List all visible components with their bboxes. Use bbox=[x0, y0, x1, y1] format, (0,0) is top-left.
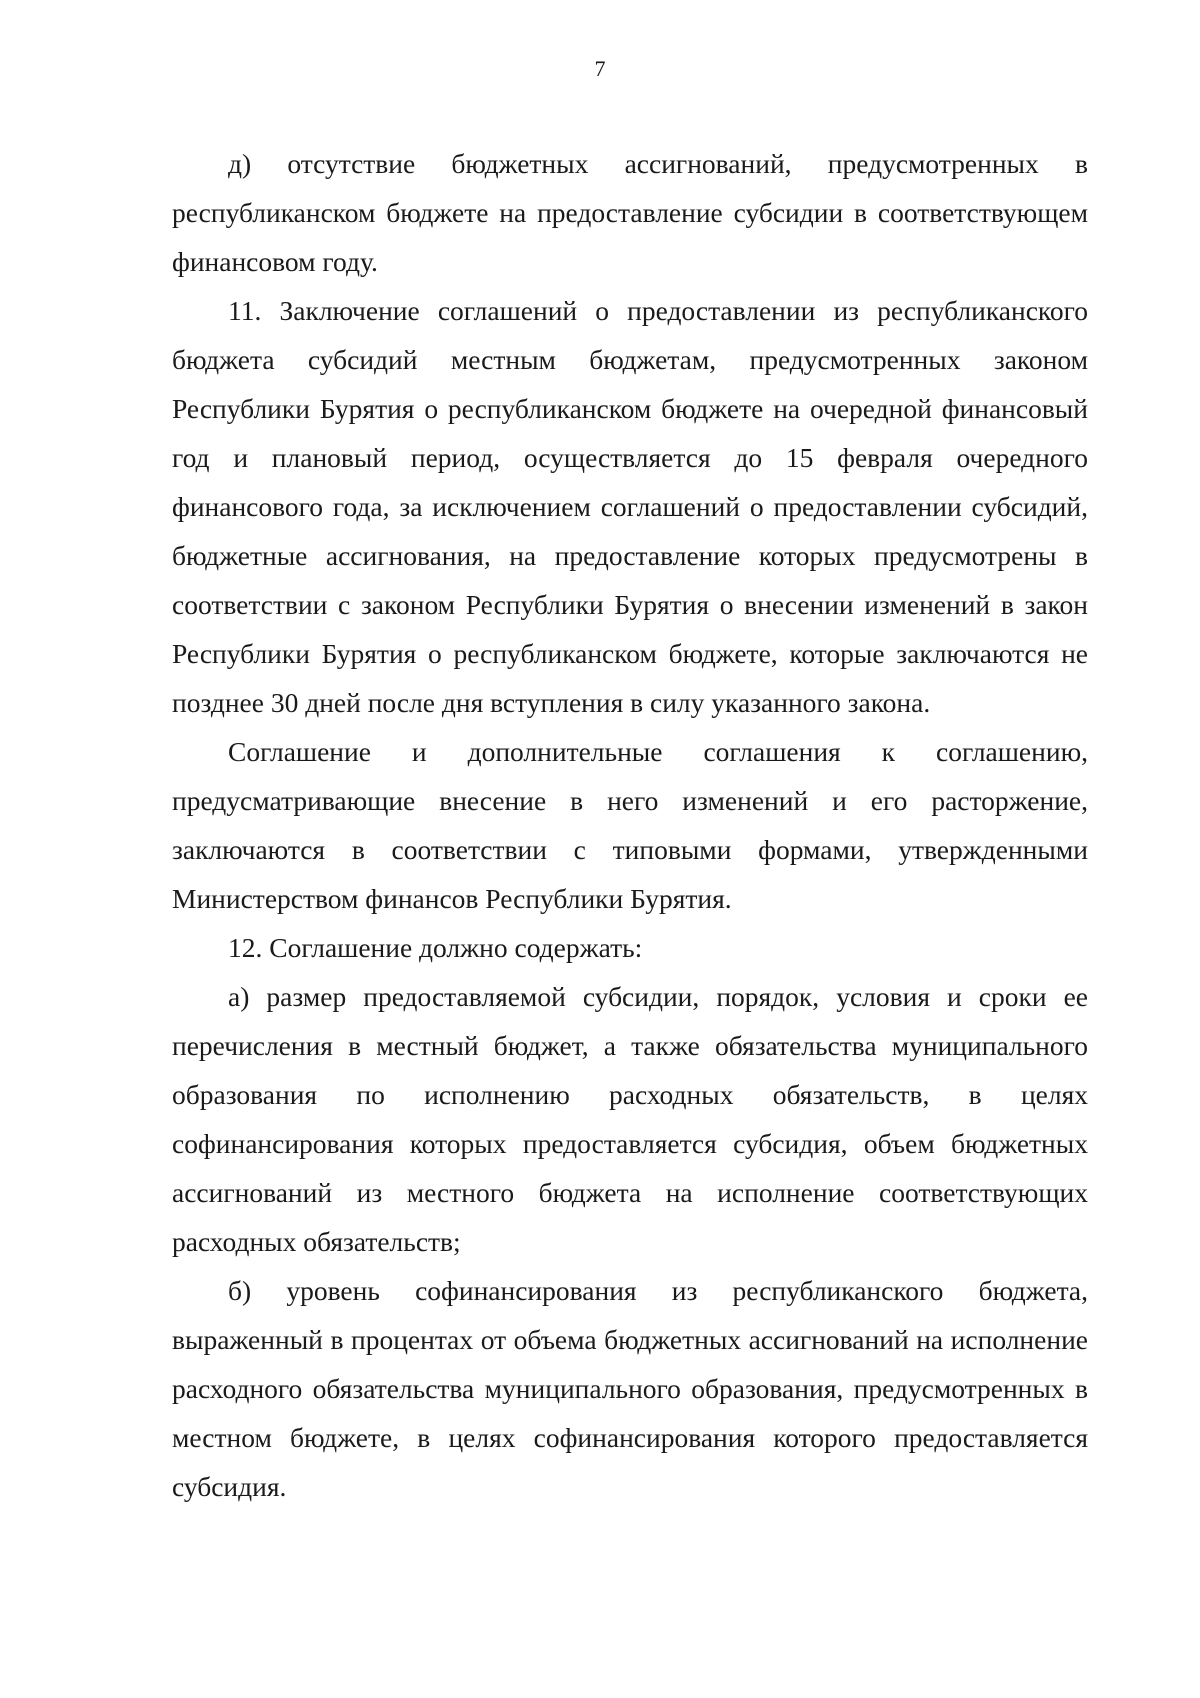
paragraph-subitem-b: б) уровень софинансирования из республиканского бюджета, выраженный в процентах от объема бюджетных ассигнований на исполнение расходного обязательства муниципального образования, предусмотренных в местном бюджете, в целях софинансирования которого предоставляется субсидия. bbox=[172, 1275, 1088, 1502]
paragraph-item-12: 12. Соглашение должно содержать: bbox=[228, 932, 643, 963]
paragraph-subitem-d: д) отсутствие бюджетных ассигнований, предусмотренных в республиканском бюджете на предоставление субсидии в соответствующем финансовом году. bbox=[172, 148, 1088, 277]
paragraph-subitem-a: а) размер предоставляемой субсидии, порядок, условия и сроки ее перечисления в местный бюджет, а также обязательства муниципального образования по исполнению расходных обязательств, в целях софинансирования которых предоставляется субсидия, объем бюджетных ассигнований из местного бюджета на исполнение соответствующих расходных обязательств; bbox=[172, 981, 1088, 1257]
document-body bbox=[172, 139, 1088, 1511]
paragraph-agreement-forms: Соглашение и дополнительные соглашения к соглашению, предусматривающие внесение в него изменений и его расторжение, заключаются в соответствии с типовыми формами, утвержденными Министерством финансов Республики Бурятия. bbox=[172, 736, 1088, 914]
paragraph-item-11: 11. Заключение соглашений о предоставлении из республиканского бюджета субсидий местным бюджетам, предусмотренных законом Республики Бурятия о республиканском бюджете на очередной финансовый год и плановый период, осуществляется до 15 февраля очередного финансового года, за исключением соглашений о предоставлении субсидий, бюджетные ассигнования, на предоставление которых предусмотрены в соответствии с законом Республики Бурятия о внесении изменений в закон Республики Бурятия о республиканском бюджете, которые заключаются не позднее 30 дней после дня вступления в силу указанного закона. bbox=[172, 295, 1088, 718]
page-number: 7 bbox=[594, 56, 606, 81]
